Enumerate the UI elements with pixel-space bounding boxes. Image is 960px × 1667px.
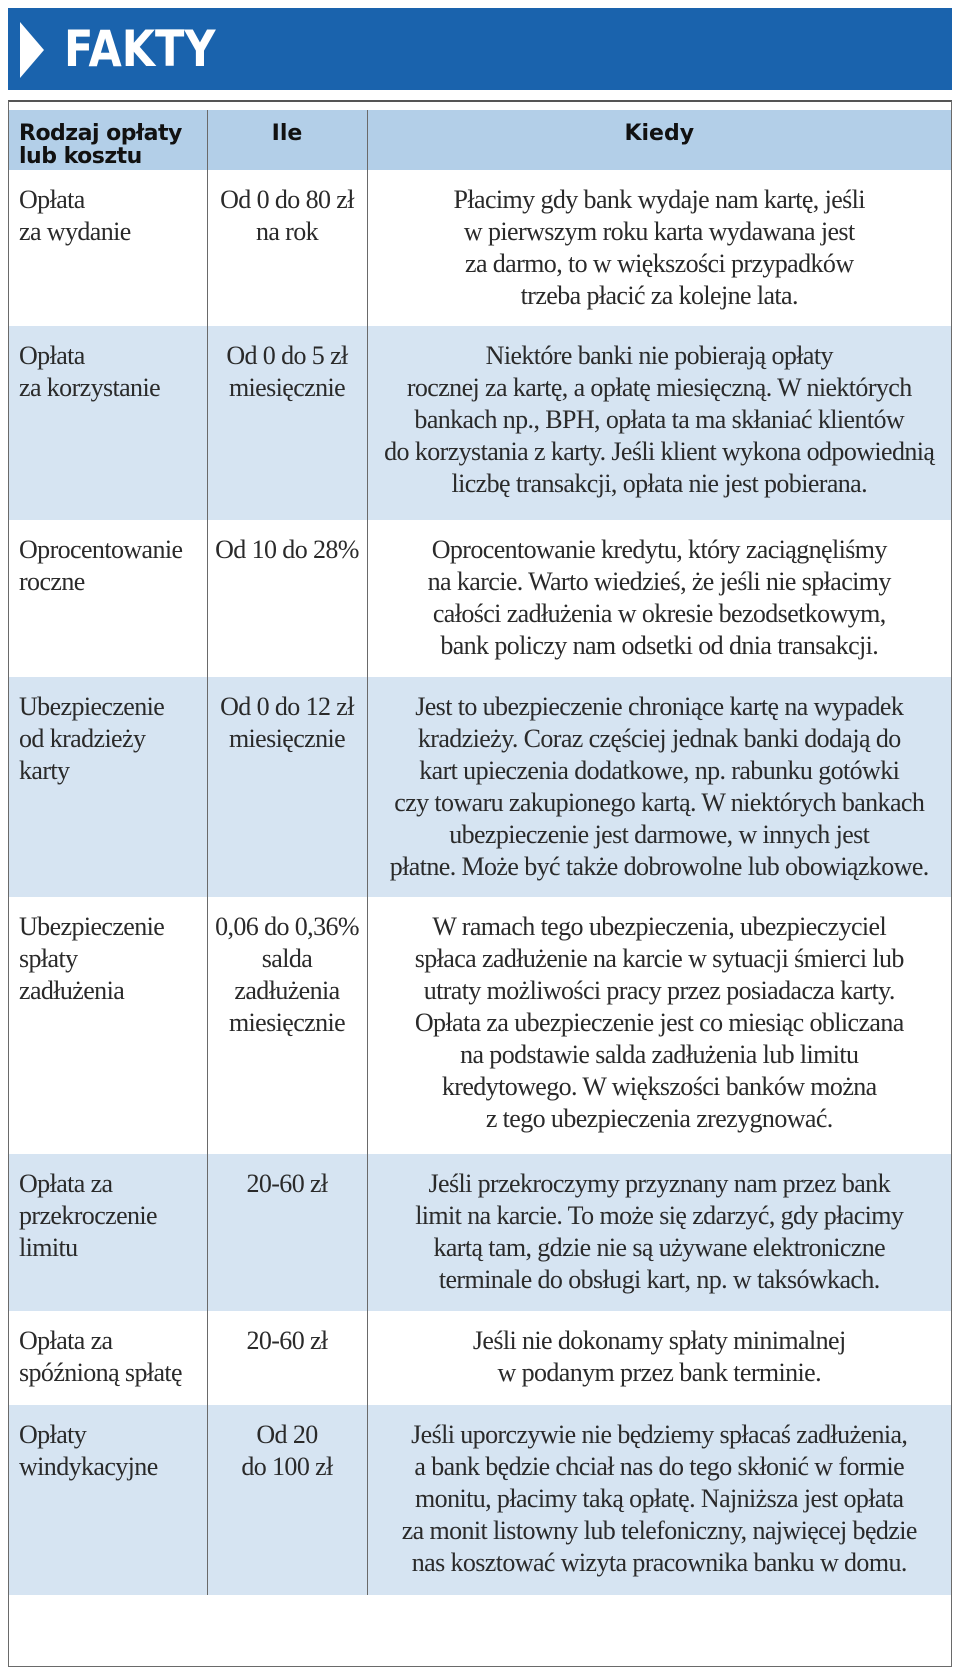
fee-when-cell: Jeśli przekroczymy przyznany nam przez bank limit na karcie. To może się zdarzyć, gdy płacimy kartą tam, gdzie nie są używane elektroniczne terminale do obsługi kart, np. w taksówkach. [367, 1154, 951, 1311]
facts-table-frame [8, 100, 952, 1667]
fee-type-cell: Ubezpieczenie od kradzieży karty [9, 677, 207, 897]
table-row [9, 1405, 951, 1595]
fee-type-cell: Opłata za przekroczenie limitu [9, 1154, 207, 1311]
fee-amount-cell: Od 10 do 28% [207, 520, 367, 677]
table-row [9, 677, 951, 897]
table-row [9, 1154, 951, 1311]
fee-type-cell: Opłata za spóźnioną spłatę [9, 1311, 207, 1405]
fee-amount-cell: 20-60 zł [207, 1154, 367, 1311]
fee-when-cell: Płacimy gdy bank wydaje nam kartę, jeśli w pierwszym roku karta wydawana jest za darmo, to w większości przypadków trzeba płacić za kolejne lata. [367, 170, 951, 326]
table-row [9, 520, 951, 677]
fee-type-cell: Ubezpieczenie spłaty zadłużenia [9, 897, 207, 1154]
fee-amount-cell: Od 0 do 5 zł miesięcznie [207, 326, 367, 520]
table-row [9, 170, 951, 326]
fee-when-cell: Jeśli uporczywie nie będziemy spłacaś zadłużenia, a bank będzie chciał nas do tego skłonić w formie monitu, płacimy taką opłatę. Najniższa jest opłata za monit listowny lub telefoniczny, najwięcej będzie nas kosztować wizyta pracownika banku w domu. [367, 1405, 951, 1595]
fee-when-cell: W ramach tego ubezpieczenia, ubezpieczyciel spłaca zadłużenie na karcie w sytuacji śmierci lub utraty możliwości pracy przez posiadacza karty. Opłata za ubezpieczenie jest co miesiąc obliczana na podstawie salda zadłużenia lub limitu kredytowego. W większości banków można z tego ubezpieczenia zrezygnować. [367, 897, 951, 1154]
table-row [9, 326, 951, 520]
header-when: Kiedy [367, 110, 951, 170]
table-header-row [9, 110, 951, 170]
table-row [9, 1311, 951, 1405]
fee-amount-cell: Od 0 do 80 zł na rok [207, 170, 367, 326]
fee-when-cell: Oprocentowanie kredytu, który zaciągnęliśmy na karcie. Warto wiedzieś, że jeśli nie spłacimy całości zadłużenia w okresie bezodsetkowym, bank policzy nam odsetki od dnia transakcji. [367, 520, 951, 677]
fakty-banner [8, 8, 952, 90]
fee-when-cell: Jeśli nie dokonamy spłaty minimalnej w podanym przez bank terminie. [367, 1311, 951, 1405]
fee-amount-cell: Od 20 do 100 zł [207, 1405, 367, 1595]
fee-amount-cell: 20-60 zł [207, 1311, 367, 1405]
fee-amount-cell: Od 0 do 12 zł miesięcznie [207, 677, 367, 897]
fee-when-cell: Jest to ubezpieczenie chroniące kartę na wypadek kradzieży. Coraz częściej jednak banki dodają do kart upieczenia dodatkowe, np. rabunku gotówki czy towaru zakupionego kartą. W niektórych bankach ubezpieczenie jest darmowe, w innych jest płatne. Może być także dobrowolne lub obowiązkowe. [367, 677, 951, 897]
chevron-right-icon [20, 22, 44, 78]
fee-when-cell: Niektóre banki nie pobierają opłaty rocznej za kartę, a opłatę miesięczną. W niektórych bankach np., BPH, opłata ta ma skłaniać klientów do korzystania z karty. Jeśli klient wykona odpowiednią liczbę transakcji, opłata nie jest pobierana. [367, 326, 951, 520]
fee-type-cell: Opłata za wydanie [9, 170, 207, 326]
fee-amount-cell: 0,06 do 0,36% salda zadłużenia miesięcznie [207, 897, 367, 1154]
fee-type-cell: Oprocentowanie roczne [9, 520, 207, 677]
header-amount: Ile [207, 110, 367, 170]
header-fee-type: Rodzaj opłaty lub kosztu [9, 110, 207, 170]
facts-table [9, 110, 951, 1595]
fee-type-cell: Opłaty windykacyjne [9, 1405, 207, 1595]
fee-type-cell: Opłata za korzystanie [9, 326, 207, 520]
table-row [9, 897, 951, 1154]
banner-title: FAKTY [64, 20, 216, 78]
